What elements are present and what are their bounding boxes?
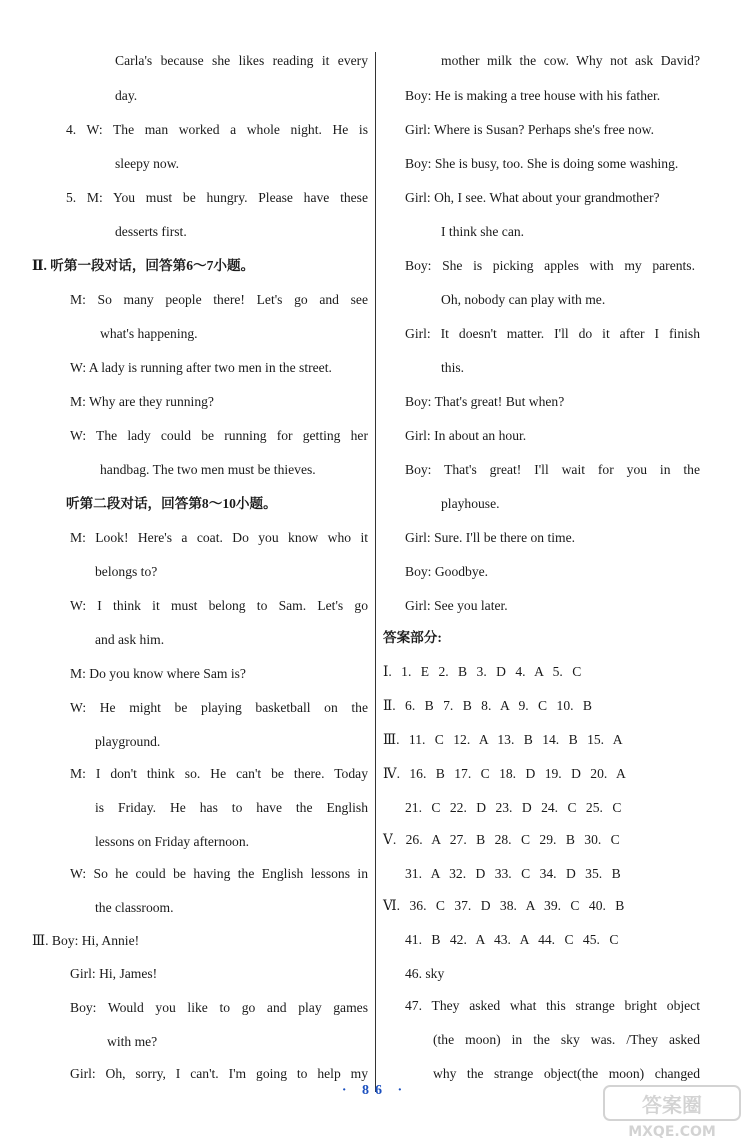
text-line: desserts first. (115, 224, 187, 239)
text-line: Carla's because she likes reading it every (115, 53, 368, 68)
answer-row: 41. B 42. A 43. A 44. C 45. C (405, 932, 619, 947)
text-line: this. (441, 360, 465, 375)
answer-heading: 答案部分: (383, 630, 442, 645)
text-line: W: I think it must belong to Sam. Let's go (70, 598, 368, 613)
text-line: Boy: That's great! But when? (405, 394, 565, 409)
text-line: M: Look! Here's a coat. Do you know who it (70, 530, 368, 545)
text-line: mother milk the cow. Why not ask David? (441, 53, 700, 68)
answer-row: 31. A 32. D 33. C 34. D 35. B (405, 866, 621, 881)
text-line: handbag. The two men must be thieves. (100, 462, 316, 477)
answer-row: Ⅴ. 26. A 27. B 28. C 29. B 30. C (383, 832, 620, 847)
text-line: 5. M: You must be hungry. Please have these (66, 190, 368, 205)
text-line: Girl: Hi, James! (70, 966, 158, 981)
watermark-logo (602, 1082, 742, 1140)
answer-row: Ⅱ. 6. B 7. B 8. A 9. C 10. B (383, 698, 592, 713)
text-line: Girl: Sure. I'll be there on time. (405, 530, 576, 545)
text-line: M: So many people there! Let's go and see (70, 292, 368, 307)
answer-row: Ⅰ. 1. E 2. B 3. D 4. A 5. C (383, 664, 582, 679)
answer-row: Ⅵ. 36. C 37. D 38. A 39. C 40. B (383, 898, 625, 913)
text-line: what's happening. (100, 326, 198, 341)
svg-text:答案圈: 答案圈 (642, 1093, 702, 1117)
text-line: W: So he could be having the English lessons in (70, 866, 368, 881)
text-line: Boy: She is busy, too. She is doing some washing. (405, 156, 679, 171)
text-line: Girl: In about an hour. (405, 428, 527, 443)
text-line: playground. (95, 734, 161, 749)
page-number: · 86 · (341, 1083, 409, 1098)
text-line: belongs to? (95, 564, 158, 579)
answer-row: Ⅲ. 11. C 12. A 13. B 14. B 15. A (383, 732, 623, 747)
answer-row: Ⅳ. 16. B 17. C 18. D 19. D 20. A (383, 766, 626, 781)
text-line: Oh, nobody can play with me. (441, 292, 606, 307)
text-line: Girl: Where is Susan? Perhaps she's free now. (405, 122, 654, 137)
text-line: Girl: Oh, I see. What about your grandmother? (405, 190, 660, 205)
text-line: sleepy now. (115, 156, 180, 171)
text-line: day. (115, 88, 138, 103)
text-line: M: Do you know where Sam is? (70, 666, 246, 681)
text-line: Boy: She is picking apples with my parents. (405, 258, 695, 273)
column-divider (375, 52, 376, 1092)
answer-row: 21. C 22. D 23. D 24. C 25. C (405, 800, 622, 815)
text-line: (the moon) in the sky was. /They asked (433, 1032, 700, 1047)
text-line: Ⅲ. Boy: Hi, Annie! (32, 933, 140, 948)
text-line: Boy: Would you like to go and play games (70, 1000, 368, 1015)
answer-row: 46. sky (405, 966, 445, 981)
text-line: Girl: See you later. (405, 598, 508, 613)
text-line: Boy: That's great! I'll wait for you in the (405, 462, 700, 477)
text-line: M: I don't think so. He can't be there. Today (70, 766, 368, 781)
section-heading: Ⅱ. 听第一段对话，回答第6～7小题。 (32, 258, 255, 273)
text-line: the classroom. (95, 900, 174, 915)
text-line: why the strange object(the moon) changed (433, 1066, 700, 1081)
answer-row: 47. They asked what this strange bright object (405, 998, 700, 1013)
text-line: playhouse. (441, 496, 500, 511)
svg-text:MXQE.COM: MXQE.COM (628, 1124, 716, 1140)
text-line: Boy: He is making a tree house with his father. (405, 88, 661, 103)
text-line: M: Why are they running? (70, 394, 214, 409)
text-line: W: He might be playing basketball on the (70, 700, 368, 715)
text-line: with me? (107, 1034, 158, 1049)
text-line: W: A lady is running after two men in the street. (70, 360, 332, 375)
text-line: Girl: Oh, sorry, I can't. I'm going to help my (70, 1066, 368, 1081)
section-heading: 听第二段对话，回答第8～10小题。 (66, 496, 277, 511)
text-line: and ask him. (95, 632, 165, 647)
text-line: Boy: Goodbye. (405, 564, 489, 579)
text-line: is Friday. He has to have the English (95, 800, 368, 815)
text-line: lessons on Friday afternoon. (95, 834, 250, 849)
text-line: I think she can. (441, 224, 525, 239)
text-line: W: The lady could be running for getting her (70, 428, 368, 443)
text-line: Girl: It doesn't matter. I'll do it after I finish (405, 326, 700, 341)
text-line: 4. W: The man worked a whole night. He is (66, 122, 368, 137)
